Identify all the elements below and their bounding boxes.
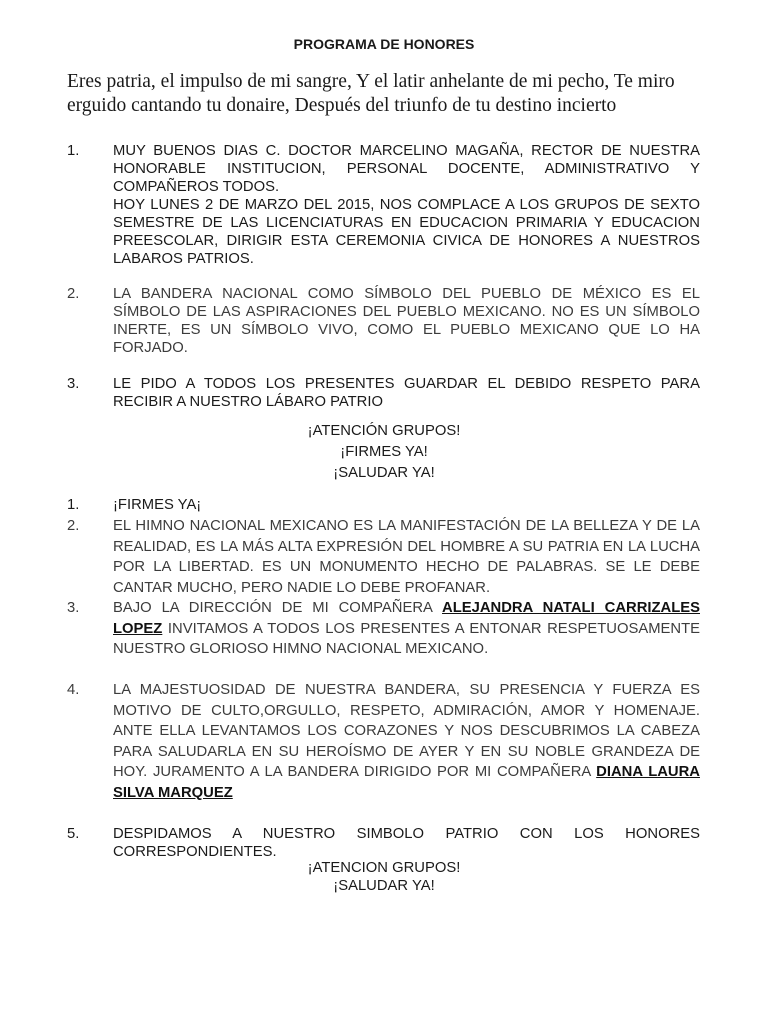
list-item [67, 598, 700, 660]
list-item-text-after: INVITAMOS A TODOS LOS PRESENTES A ENTONAR RESPETUOSAMENTE NUESTRO GLORIOSO HIMNO NACIONAL MEXICANO. [113, 620, 700, 657]
list-item-text: DESPIDAMOS A NUESTRO SIMBOLO PATRIO CON LOS HONORES CORRESPONDIENTES. [113, 826, 700, 860]
list-item-text [113, 598, 700, 660]
list-number: 5. [67, 826, 80, 842]
student-name: ALEJANDRA NATALI CARRIZALES LOPEZ [113, 600, 700, 637]
list-number: 3. [67, 376, 80, 392]
list-item-text: LE PIDO A TODOS LOS PRESENTES GUARDAR EL DEBIDO RESPETO PARA RECIBIR A NUESTRO LÁBARO PATRIO [113, 376, 700, 410]
list-item-text [113, 680, 700, 803]
list-item [67, 516, 700, 598]
list-number: 4. [67, 682, 80, 698]
list-item [67, 285, 700, 357]
commands-block [0, 859, 768, 895]
list-number: 1. [67, 143, 80, 159]
commands-block [0, 421, 768, 484]
document-title: PROGRAMA DE HONORES [293, 36, 475, 52]
list-item-text: ¡FIRMES YA¡ [113, 497, 202, 513]
list-number: 3. [67, 600, 80, 616]
list-number: 1. [67, 497, 80, 513]
list-item [67, 680, 700, 803]
command-line: ¡SALUDAR YA! [333, 878, 435, 894]
command-line: ¡ATENCIÓN GRUPOS! [307, 423, 461, 439]
command-line: ¡FIRMES YA! [340, 444, 428, 460]
list-item-text-continued: HOY LUNES 2 DE MARZO DEL 2015, NOS COMPLACE A LOS GRUPOS DE SEXTO SEMESTRE DE LAS LICENCIATURAS EN EDUCACION PRIMARIA Y EDUCACION PREESCOLAR, DIRIGIR ESTA CEREMONIA CIVICA DE HONORES A NUESTROS LABAROS PATRIOS. [113, 197, 700, 267]
list-item-text: LA BANDERA NACIONAL COMO SÍMBOLO DEL PUEBLO DE MÉXICO ES EL SÍMBOLO DE LAS ASPIRACIONES DEL PUEBLO MEXICANO. NO ES UN SÍMBOLO INERTE, ES UN SÍMBOLO VIVO, COMO EL PUEBLO MEXICANO QUE LO HA FORJADO. [113, 286, 700, 356]
list-number: 2. [67, 286, 80, 302]
list-item [67, 825, 700, 861]
command-line: ¡SALUDAR YA! [333, 465, 435, 481]
list-item-text-before: BAJO LA DIRECCIÓN DE MI COMPAÑERA [113, 600, 443, 616]
list-number: 2. [67, 518, 80, 534]
list-item [67, 142, 700, 268]
list-item-text: MUY BUENOS DIAS C. DOCTOR MARCELINO MAGAÑA, RECTOR DE NUESTRA HONORABLE INSTITUCION, PERSONAL DOCENTE, ADMINISTRATIVO Y COMPAÑEROS TODOS. [113, 143, 700, 195]
list-item [67, 375, 700, 411]
list-item [67, 495, 700, 516]
list-item-text: EL HIMNO NACIONAL MEXICANO ES LA MANIFESTACIÓN DE LA BELLEZA Y DE LA REALIDAD, ES LA MÁS ALTA EXPRESIÓN DEL HOMBRE A SU PATRIA EN LA LUCHA POR LA LIBERTAD. ES UN MONUMENTO HECHO DE PALABRAS. SE LE DEBE CANTAR MUCHO, PERO NADIE LO DEBE PROFANAR. [113, 518, 700, 596]
command-line: ¡ATENCION GRUPOS! [307, 860, 461, 876]
student-name: DIANA LAURA SILVA MARQUEZ [113, 764, 700, 801]
verse-paragraph: Eres patria, el impulso de mi sangre, Y el latir anhelante de mi pecho, Te miro erguido cantando tu donaire, Después del triunfo de tu destino incierto [67, 71, 675, 116]
list-item-text-before: LA MAJESTUOSIDAD DE NUESTRA BANDERA, SU PRESENCIA Y FUERZA ES MOTIVO DE CULTO,ORGULLO, RESPETO, ADMIRACIÓN, AMOR Y HOMENAJE. ANTE ELLA LEVANTAMOS LOS CORAZONES Y NOS DESCUBRIMOS LA CABEZA PARA SALUDARLA EN SU HEROÍSMO DE AYER Y EN SU NOBLE GRANDEZA DE HOY. JURAMENTO A LA BANDERA DIRIGIDO POR MI COMPAÑERA [113, 682, 700, 780]
